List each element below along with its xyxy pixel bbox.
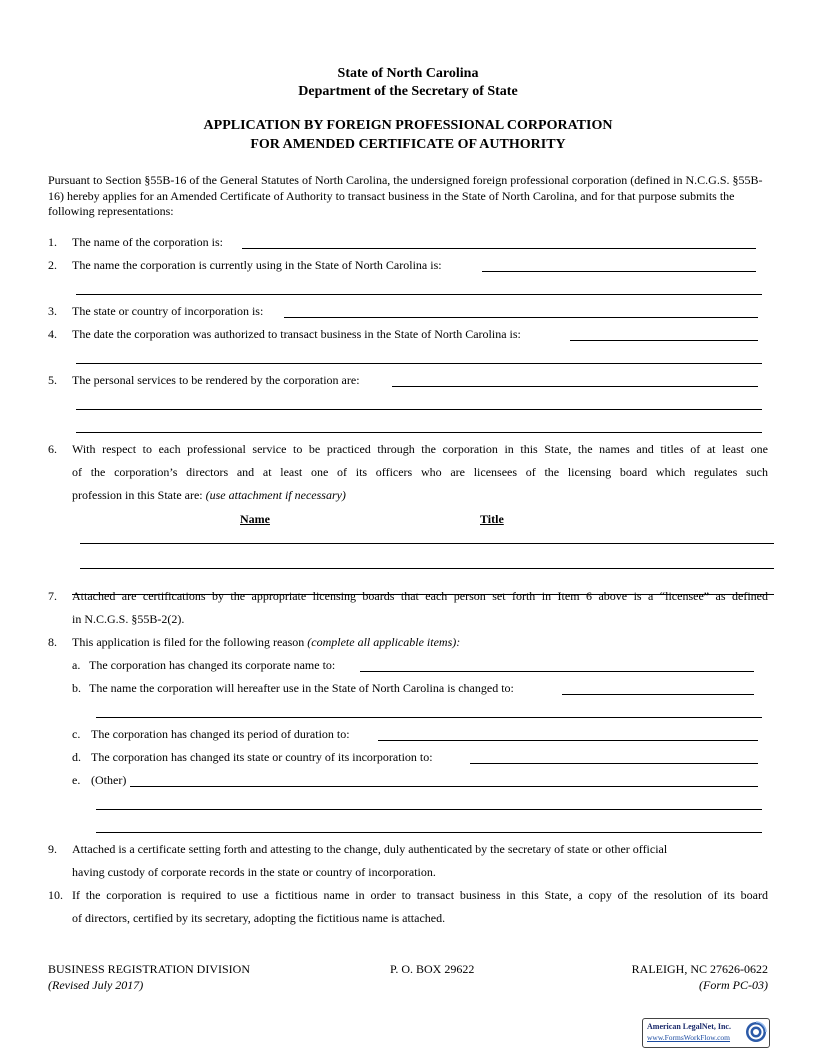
item-7-line1: Attached are certifications by the appropriate licensing boards that each person set forth in Item 6 above is a “licensee” as defined: [72, 589, 768, 603]
item-8-note: (complete all applicable items):: [307, 635, 461, 649]
item-1-number: 1.: [48, 235, 57, 249]
authorization-date-field[interactable]: [570, 340, 758, 341]
new-nc-name-field[interactable]: [562, 694, 754, 695]
item-7-line2: in N.C.G.S. §55B-2(2).: [72, 612, 185, 626]
logo-company-name: American LegalNet, Inc.: [647, 1022, 731, 1031]
item-9-line1: Attached is a certificate setting forth and attesting to the change, duly authenticated by the secretary of state or other official: [72, 842, 668, 856]
footer-form-number: (Form PC-03): [699, 978, 768, 992]
item-10-line2: of directors, certified by its secretary, adopting the fictitious name is attached.: [72, 911, 446, 925]
form-title-line1: APPLICATION BY FOREIGN PROFESSIONAL CORPORATION: [203, 118, 613, 133]
name-column-header: Name: [240, 512, 270, 526]
globe-icon: [745, 1021, 767, 1043]
item-8e-label: (Other): [91, 773, 127, 787]
item-3-label: The state or country of incorporation is:: [72, 304, 264, 318]
item-9-number: 9.: [48, 842, 57, 856]
current-name-field-line2[interactable]: [76, 294, 762, 295]
item-2-number: 2.: [48, 258, 57, 272]
state-of-incorporation-field[interactable]: [284, 317, 758, 318]
licensee-row-2[interactable]: [80, 568, 774, 569]
state-heading: State of North Carolina: [337, 66, 479, 81]
item-4-number: 4.: [48, 327, 57, 341]
item-10-line1: If the corporation is required to use a fictitious name in order to transact business in this State, a copy of the resolution of its board: [72, 888, 768, 902]
personal-services-field[interactable]: [392, 386, 758, 387]
item-5-number: 5.: [48, 373, 57, 387]
item-1-label: The name of the corporation is:: [72, 235, 223, 249]
item-10-number: 10.: [48, 888, 63, 902]
footer-city: RALEIGH, NC 27626-0622: [631, 962, 768, 976]
item-8a-label: The corporation has changed its corporate name to:: [89, 658, 336, 672]
authorization-date-field-line2[interactable]: [76, 363, 762, 364]
item-6-note: (use attachment if necessary): [205, 488, 346, 502]
item-5-label: The personal services to be rendered by the corporation are:: [72, 373, 360, 387]
item-8e-letter: e.: [72, 773, 81, 787]
new-corporate-name-field[interactable]: [360, 671, 754, 672]
item-7-number: 7.: [48, 589, 57, 603]
form-title-line2: FOR AMENDED CERTIFICATE OF AUTHORITY: [250, 137, 566, 152]
other-reason-field[interactable]: [130, 786, 758, 787]
logo-url[interactable]: www.FormsWorkFlow.com: [647, 1033, 731, 1042]
footer-pobox: P. O. BOX 29622: [390, 962, 475, 976]
item-8d-label: The corporation has changed its state or country of its incorporation to:: [91, 750, 433, 764]
personal-services-field-line3[interactable]: [76, 432, 762, 433]
item-6-line2: of the corporation’s directors and at least one of its officers who are licensees of the licensing board which regulates such: [72, 465, 768, 479]
item-6-line1: With respect to each professional service to be practiced through the corporation in this State, the names and titles of at least one: [72, 442, 768, 456]
footer-division: BUSINESS REGISTRATION DIVISION: [48, 962, 251, 976]
item-6-number: 6.: [48, 442, 57, 456]
department-heading: Department of the Secretary of State: [298, 84, 518, 99]
item-9-line2: having custody of corporate records in the state or country of incorporation.: [72, 865, 436, 879]
american-legalnet-logo[interactable]: [642, 1018, 770, 1048]
item-8-number: 8.: [48, 635, 57, 649]
other-reason-field-line2[interactable]: [96, 809, 762, 810]
title-column-header: Title: [480, 512, 504, 526]
item-8b-label: The name the corporation will hereafter use in the State of North Carolina is changed to:: [89, 681, 514, 695]
current-name-field[interactable]: [482, 271, 756, 272]
other-reason-field-line3[interactable]: [96, 832, 762, 833]
personal-services-field-line2[interactable]: [76, 409, 762, 410]
item-4-label: The date the corporation was authorized to transact business in the State of North Carolina is:: [72, 327, 521, 341]
item-8-label: [72, 635, 460, 650]
item-8a-letter: a.: [72, 658, 81, 672]
item-8d-letter: d.: [72, 750, 81, 764]
item-6-line3: [72, 488, 346, 503]
item-3-number: 3.: [48, 304, 57, 318]
item-8b-letter: b.: [72, 681, 81, 695]
intro-paragraph: Pursuant to Section §55B-16 of the General Statutes of North Carolina, the undersigned foreign professional corporation (defined in N.C.G.S. §55B-16) hereby applies for an Amended Certificate of Authority to transact business in the State of North Carolina, and for that purpose submits the following representations:: [48, 173, 763, 218]
item-8-text: This application is filed for the following reason: [72, 635, 305, 649]
licensee-row-3[interactable]: [72, 594, 774, 595]
item-2-label: The name the corporation is currently using in the State of North Carolina is:: [72, 258, 442, 272]
corporation-name-field[interactable]: [242, 248, 756, 249]
footer-revised: (Revised July 2017): [48, 978, 144, 992]
licensee-row-1[interactable]: [80, 543, 774, 544]
item-6-line3-text: profession in this State are:: [72, 488, 203, 502]
new-nc-name-field-line2[interactable]: [96, 717, 762, 718]
item-8c-label: The corporation has changed its period of duration to:: [91, 727, 350, 741]
new-state-of-incorporation-field[interactable]: [470, 763, 758, 764]
period-of-duration-field[interactable]: [378, 740, 758, 741]
item-8c-letter: c.: [72, 727, 81, 741]
